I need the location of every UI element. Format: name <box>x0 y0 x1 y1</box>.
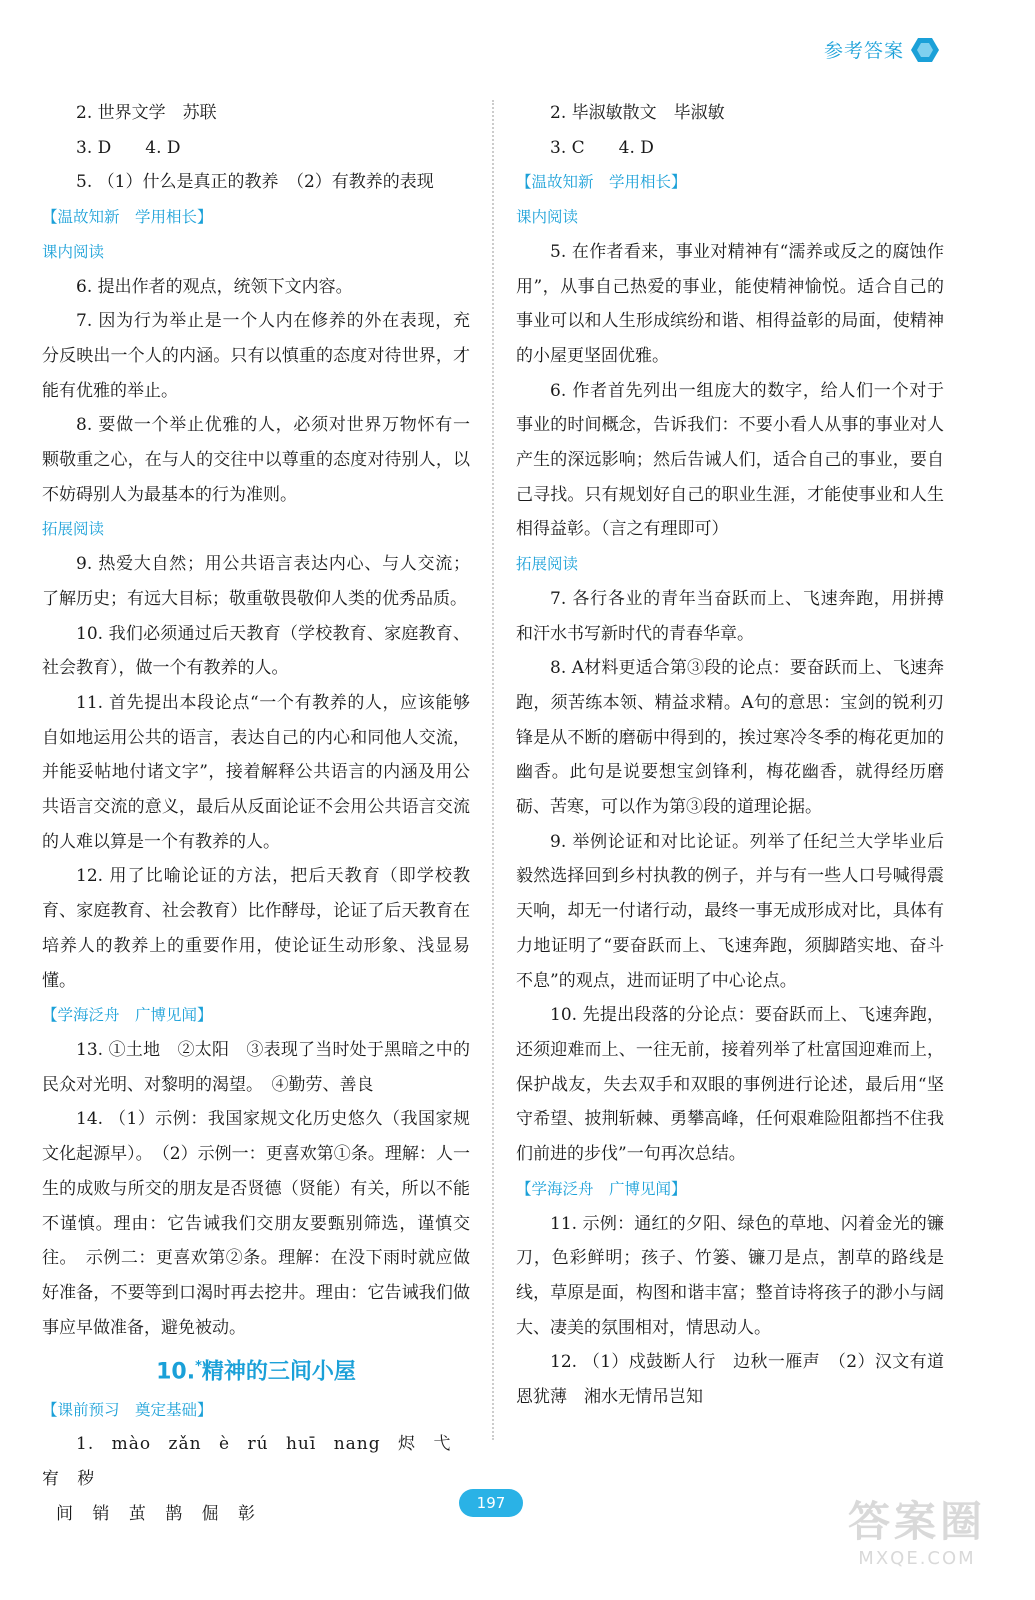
header-label: 参考答案 <box>823 40 904 62</box>
char-item: 倔 <box>201 1503 220 1524</box>
char-item: 彰 <box>238 1503 257 1524</box>
char-item: 弋 <box>433 1434 452 1455</box>
char-item: 烬 <box>398 1434 417 1455</box>
pinyin-item: mào <box>111 1434 152 1455</box>
answer-item: 3. D 4. D <box>76 137 181 158</box>
page-number: 197 <box>459 1489 523 1517</box>
lesson-name: 精神的三间小屋 <box>201 1359 356 1385</box>
watermark-url: MXQE.COM <box>858 1548 976 1569</box>
answer-item: 2. 毕淑敏散文 毕淑敏 <box>550 103 725 123</box>
answer-item: 9. 热爱大自然；用公共语言表达内心、与人交流；了解历史；有远大目标；敬重敬畏敬仰人类的优秀品质。 <box>42 554 470 609</box>
answer-item: 10. 先提出段落的分论点：要奋跃而上、飞速奔跑，还须迎难而上、一往无前，接着列举了杜富国迎难而上，保护战友，失去双手和双眼的事例进行论述，最后用“坚守希望、披荆斩棘、勇攀高峰，任何艰难险阻都挡不住我们前进的步伐”一句再次总结。 <box>516 1005 944 1165</box>
char-item: 宥 <box>42 1469 60 1490</box>
answer-item: 14. （1）示例：我国家规文化历史悠久（我国家规文化起源早）。 （2）示例一：更喜欢第①条。理解：人一生的成败与所交的朋友是否贤德（贤能）有关，所以不能不谨慎。理由：它告诫我们交朋友要甄别筛选，谨慎交往。 示例二：更喜欢第②条。理解：在没下雨时就应做好准备，不要等到口渴时再去挖井。理由：它告诫我们做事应早做准备，避免被动。 <box>42 1109 470 1338</box>
char-item: 鹊 <box>165 1503 184 1524</box>
answer-item: 13. ①土地 ②太阳 ③表现了当时处于黑暗之中的民众对光明、对黎明的渴望。 ④勤劳、善良 <box>42 1039 470 1095</box>
answer-item: 2. 世界文学 苏联 <box>76 103 217 123</box>
answer-item: 8. A材料更适合第③段的论点：要奋跃而上、飞速奔跑，须苦练本领、精益求精。A句的意思：宝剑的锐利刃锋是从不断的磨砺中得到的，挨过寒冷冬季的梅花更加的幽香。此句是说要想宝剑锋利，梅花幽香，就得经历磨砺、苦寒，可以作为第③段的道理论据。 <box>516 658 944 818</box>
hexagon-icon <box>910 37 940 63</box>
pinyin-item: huī <box>285 1434 317 1455</box>
pinyin-item: rú <box>247 1434 269 1455</box>
pinyin-item: è <box>219 1434 231 1455</box>
lesson-star: * <box>195 1359 202 1375</box>
lesson-title <box>42 1347 470 1392</box>
subsection-heading: 拓展阅读 <box>516 555 579 574</box>
watermark <box>827 1496 1007 1576</box>
section-heading: 【学海泛舟 广博见闻】 <box>42 1006 213 1025</box>
pinyin-answer-line <box>42 1427 470 1496</box>
section-heading: 【温故知新 学用相长】 <box>42 208 213 227</box>
answer-item: 6. 作者首先列出一组庞大的数字，给人们一个对于事业的时间概念，告诉我们：不要小看人从事的事业对人产生的深远影响；然后告诫人们，适合自己的事业，要自己寻找。只有规划好自己的职业生涯，才能使事业和人生相得益彰。（言之有理即可） <box>516 380 944 540</box>
answer-item: 5. （1）什么是真正的教养 （2）有教养的表现 <box>76 172 434 193</box>
answer-item: 3. C 4. D <box>550 137 654 158</box>
item-number: 1. <box>76 1434 95 1455</box>
section-heading: 【学海泛舟 广博见闻】 <box>516 1179 687 1198</box>
lesson-number: 10. <box>156 1359 196 1385</box>
answer-item: 7. 因为行为举止是一个人内在修养的外在表现，充分反映出一个人的内涵。只有以慎重的态度对待世界，才能有优雅的举止。 <box>42 311 470 401</box>
left-column <box>42 96 470 1531</box>
answer-item: 5. 在作者看来，事业对精神有“濡养或反之的腐蚀作用”，从事自己热爱的事业，能使精神愉悦。适合自己的事业可以和人生形成缤纷和谐、相得益彰的局面，使精神的小屋更坚固优雅。 <box>516 241 944 366</box>
subsection-heading: 课内阅读 <box>42 242 105 261</box>
section-heading: 【课前预习 奠定基础】 <box>42 1400 213 1419</box>
answer-item: 11. 首先提出本段论点“一个有教养的人，应该能够自如地运用公共的语言，表达自己的内心和同他人交流，并能妥帖地付诸文字”，接着解释公共语言的内涵及用公共语言交流的意义，最后从反面论证不会用公共语言交流的人难以算是一个有教养的人。 <box>42 692 470 852</box>
answer-item: 7. 各行各业的青年当奋跃而上、飞速奔跑，用拼搏和汗水书写新时代的青春华章。 <box>516 588 944 644</box>
char-answer-line <box>42 1497 470 1532</box>
subsection-heading: 拓展阅读 <box>42 520 105 539</box>
answer-item: 9. 举例论证和对比论证。列举了任纪兰大学毕业后毅然选择回到乡村执教的例子，并与有一些人口号喊得震天响，却无一付诸行动，最终一事无成形成对比，具体有力地证明了“要奋跃而上、飞速奔跑，须脚踏实地、奋斗不息”的观点，进而证明了中心论点。 <box>516 831 944 991</box>
answer-item: 12. （1）戍鼓断人行 边秋一雁声 （2）汉文有道恩犹薄 湘水无情吊岂知 <box>516 1352 944 1408</box>
answer-item: 12. 用了比喻论证的方法，把后天教育（即学校教育、家庭教育、社会教育）比作酵母，论证了后天教育在培养人的教养上的重要作用，使论证生动形象、浅显易懂。 <box>42 866 470 991</box>
subsection-heading: 课内阅读 <box>516 208 579 227</box>
answer-item: 6. 提出作者的观点，统领下文内容。 <box>76 276 353 297</box>
column-divider <box>492 100 494 1440</box>
header-badge <box>824 36 940 63</box>
answer-item: 10. 我们必须通过后天教育（学校教育、家庭教育、社会教育），做一个有教养的人。 <box>42 623 470 679</box>
char-item: 秽 <box>77 1469 96 1490</box>
watermark-main: 答案圈 <box>847 1497 986 1546</box>
char-item: 销 <box>92 1503 111 1524</box>
answer-item: 8. 要做一个举止优雅的人，必须对世界万物怀有一颗敬重之心，在与人的交往中以尊重的态度对待别人，以不妨碍别人为最基本的行为准则。 <box>42 415 470 505</box>
pinyin-item: zǎn <box>168 1434 202 1455</box>
char-item: 间 <box>56 1503 74 1524</box>
pinyin-item: nang <box>333 1434 381 1455</box>
answer-item: 11. 示例：通红的夕阳、绿色的草地、闪着金光的镰刀，色彩鲜明；孩子、竹篓、镰刀是点，割草的路线是线，草原是面，构图和谐丰富；整首诗将孩子的渺小与阔大、凄美的氛围相对，情思动人。 <box>516 1213 944 1338</box>
section-heading: 【温故知新 学用相长】 <box>516 173 687 192</box>
right-column <box>516 96 944 1415</box>
char-item: 茧 <box>128 1503 147 1524</box>
